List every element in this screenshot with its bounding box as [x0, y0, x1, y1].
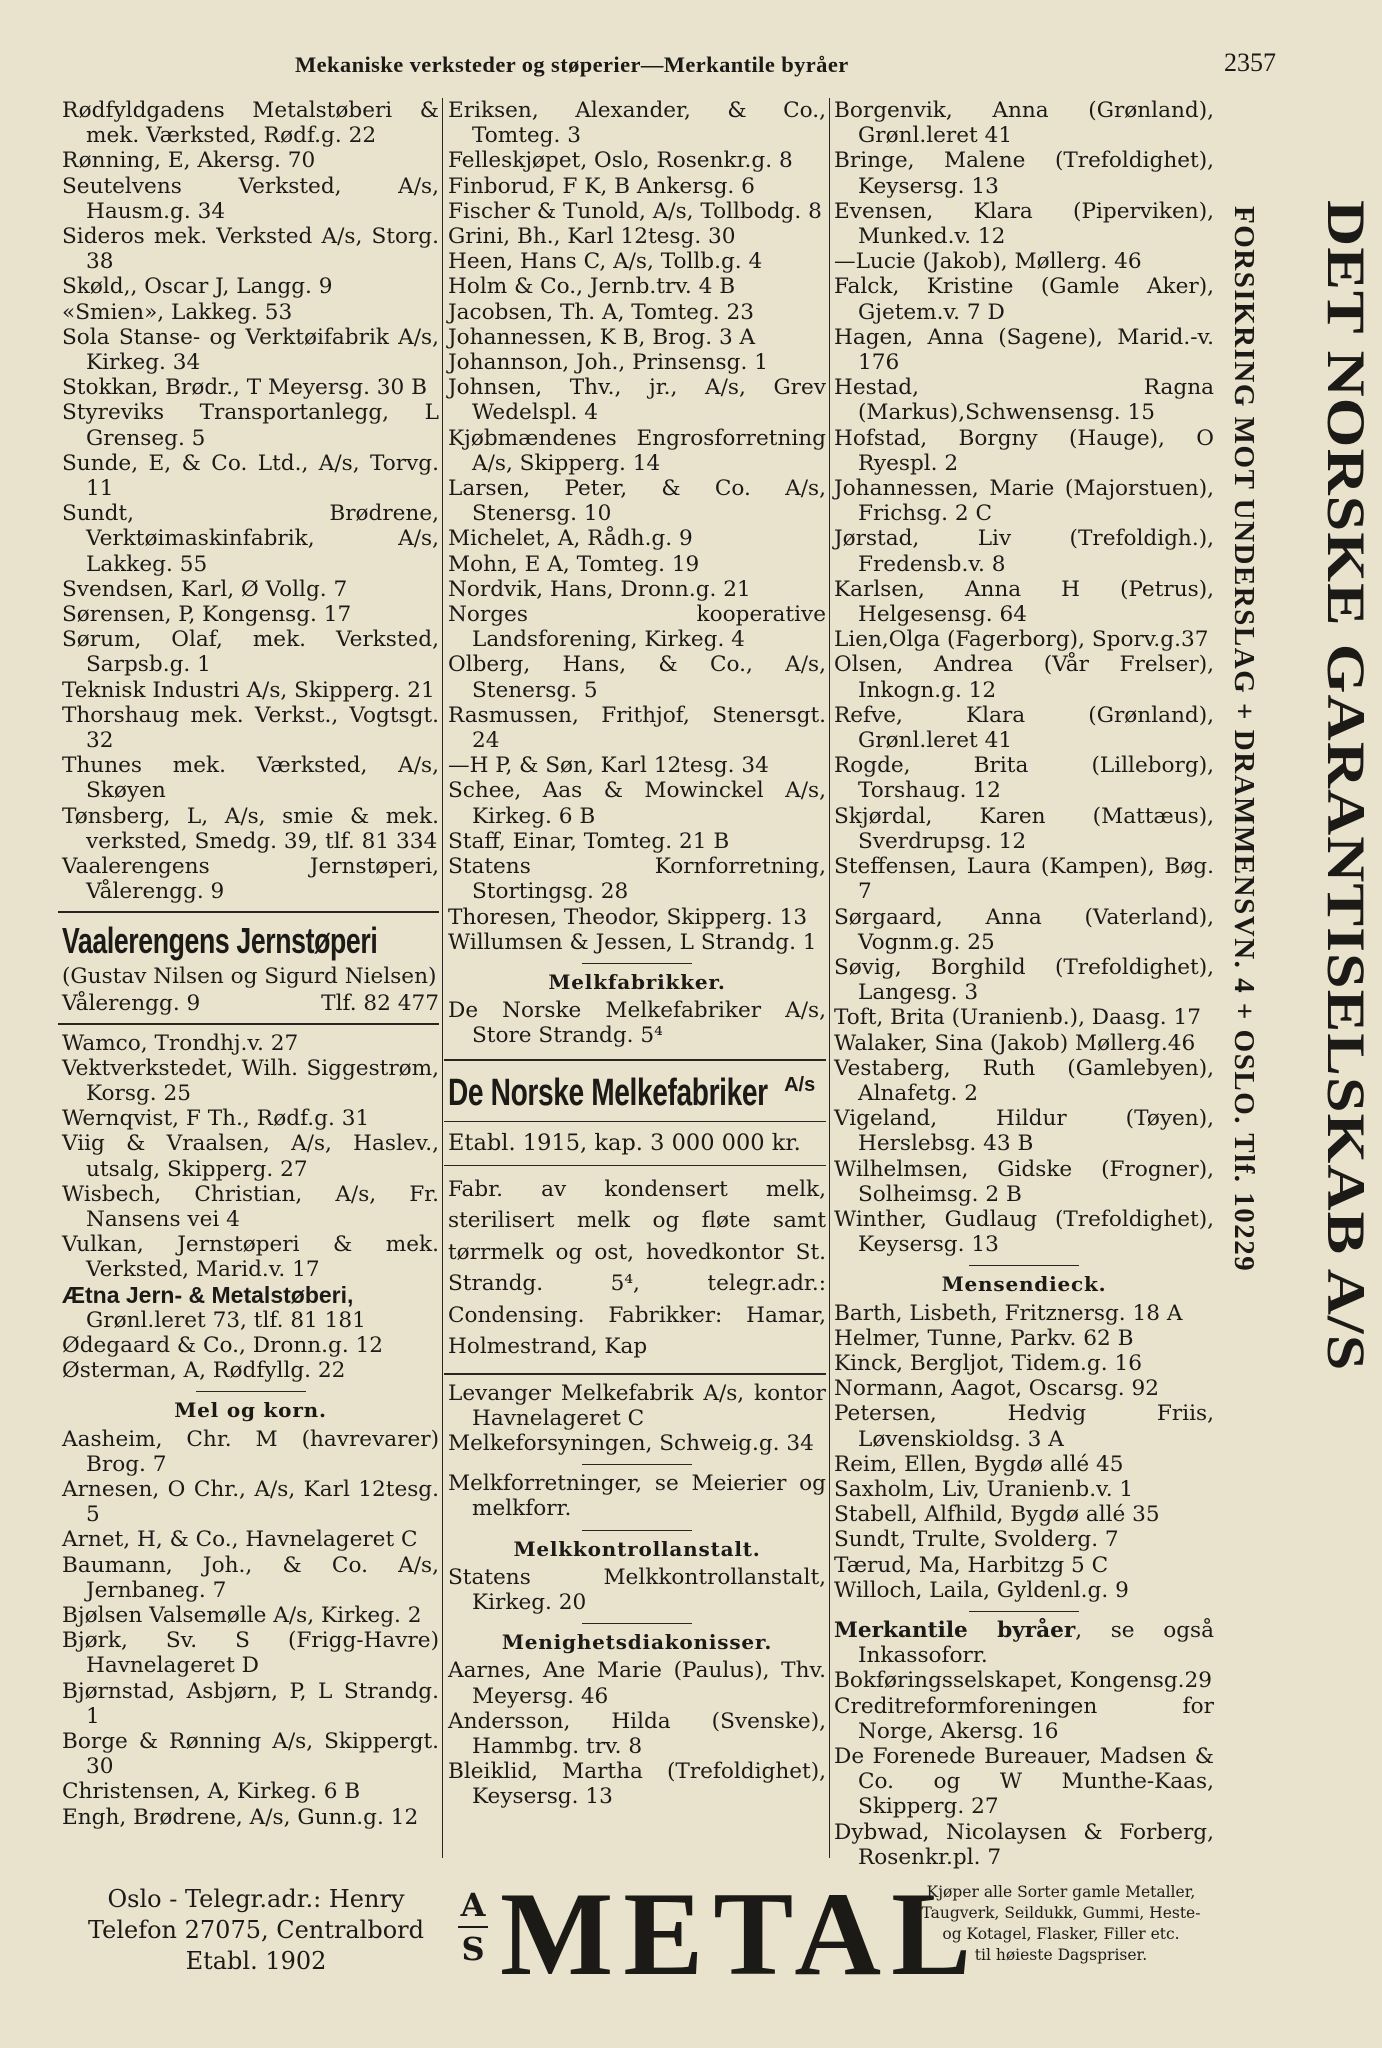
- bottom-ad-description: [896, 1882, 1226, 1966]
- directory-entry: Vektverkstedet, Wilh. Siggestrøm, Korsg. 25: [62, 1055, 439, 1106]
- page-header: [60, 48, 1276, 92]
- vertical-ad-title: DET NORSKE GARANTISELSKAB A/S: [1316, 200, 1377, 1372]
- directory-entry: Steffensen, Laura (Kampen), Bøg. 7: [834, 854, 1214, 905]
- directory-entry: Wisbech, Christian, A/s, Fr. Nansens vei 4: [62, 1181, 439, 1232]
- directory-entry: Aasheim, Chr. M (havrevarer) Brog. 7: [62, 1426, 439, 1477]
- directory-entry: Olsen, Andrea (Vår Frelser), Inkogn.g. 12: [834, 652, 1214, 703]
- as-top: A: [460, 1886, 486, 1924]
- directory-entry: Levanger Melkefabrik A/s, kontor Havnelageret C: [448, 1380, 826, 1431]
- directory-entry: Svendsen, Karl, Ø Vollg. 7: [62, 576, 348, 602]
- directory-entry: Johnsen, Thv., jr., A/s, Grev Wedelspl. 4: [448, 375, 826, 426]
- contact-line: Telefon 27075, Centralbord: [87, 1916, 425, 1944]
- directory-entry: Saxholm, Liv, Uranienb.v. 1: [834, 1476, 1134, 1502]
- divider: [582, 1464, 692, 1465]
- directory-entry: Vigeland, Hildur (Tøyen), Herslebsg. 43 B: [834, 1106, 1214, 1157]
- directory-entry: Reim, Ellen, Bygdø allé 45: [834, 1451, 1124, 1477]
- directory-entry: Engh, Brødrene, A/s, Gunn.g. 12: [62, 1804, 419, 1830]
- section-heading-melkkontroll: Melkkontrollanstalt.: [513, 1536, 761, 1561]
- directory-entry: Jacobsen, Th. A, Tomteg. 23: [448, 299, 754, 325]
- column-2: [448, 98, 826, 1810]
- melkefabriker-ad: [448, 1067, 826, 1363]
- entry-list: [62, 1427, 439, 1830]
- running-head-title: Mekaniske verksteder og støperier—Merkantile byråer: [295, 52, 849, 77]
- directory-entry: Sørum, Olaf, mek. Verksted, Sarpsb.g. 1: [62, 627, 439, 678]
- directory-entry: Willoch, Laila, Gyldenl.g. 9: [834, 1577, 1129, 1603]
- description-line: Taugverk, Seildukk, Gummi, Heste-: [921, 1904, 1201, 1922]
- directory-entry: Sørgaard, Anna (Vaterland), Vognm.g. 25: [834, 904, 1214, 955]
- crossref-text: Melkforretninger, se Meierier og melkforr.: [448, 1471, 826, 1522]
- divider: [58, 911, 439, 913]
- directory-entry: Refve, Klara (Grønland), Grønl.leret 41: [834, 702, 1214, 754]
- merkantile-heading-row: [834, 1618, 1214, 1668]
- directory-entry: Tønsberg, L, A/s, smie & mek. verksted, Smedg. 39, tlf. 81 334: [62, 803, 439, 854]
- entry-list: [834, 1668, 1214, 1870]
- vertical-ad-subtitle: FORSIKRING MOT UNDERSLAG + DRAMMENSVN. 4 + OSLO. Tlf. 10229: [1228, 206, 1260, 1273]
- directory-entry: Tærud, Ma, Harbitzg 5 C: [834, 1552, 1109, 1578]
- bottom-ad-contact: [76, 1884, 436, 1977]
- directory-entry: Vulkan, Jernstøperi & mek. Verksted, Marid.v. 17: [62, 1232, 439, 1283]
- directory-entry: Fischer & Tunold, A/s, Tollbodg. 8: [448, 198, 822, 224]
- directory-entry: Thunes mek. Værksted, A/s, Skøyen: [62, 753, 439, 804]
- description-line: Kjøper alle Sorter gamle Metaller,: [926, 1883, 1196, 1901]
- directory-entry: Bjørk, Sv. S (Frigg-Havre) Havnelageret D: [62, 1628, 439, 1679]
- directory-entry: Jørstad, Liv (Trefoldigh.), Fredensb.v. 8: [834, 526, 1214, 577]
- ad-title-row: [448, 1067, 826, 1119]
- contact-line: Oslo - Telegr.adr.: Henry: [107, 1885, 405, 1913]
- directory-entry: Arnet, H, & Co., Havnelageret C: [62, 1527, 418, 1553]
- directory-entry: Sola Stanse- og Verktøifabrik A/s, Kirkeg. 34: [62, 324, 439, 376]
- aetna-address: Grønl.leret 73, tlf. 81 181: [86, 1307, 366, 1333]
- section-heading-mel: Mel og korn.: [174, 1398, 327, 1423]
- directory-entry: De Forenede Bureauer, Madsen & Co. og W Munthe-Kaas, Skipperg. 27: [834, 1744, 1214, 1820]
- directory-entry: Melkeforsyningen, Schweig.g. 34: [448, 1430, 814, 1456]
- directory-entry: Larsen, Peter, & Co. A/s, Stenersg. 10: [448, 476, 826, 527]
- directory-entry: Wernqvist, F Th., Rødf.g. 31: [62, 1106, 370, 1132]
- directory-entry: Sundt, Brødrene, Verktøimaskinfabrik, A/s, Lakkeg. 55: [62, 501, 439, 577]
- directory-entry: Johannessen, Marie (Majorstuen), Frichsg. 2 C: [834, 476, 1214, 527]
- aetna-name: Ætna Jern- & Metalstøberi,: [62, 1281, 354, 1308]
- directory-entry: Felleskjøpet, Oslo, Rosenkr.g. 8: [448, 148, 793, 174]
- directory-entry: Borgenvik, Anna (Grønland), Grønl.leret 41: [834, 98, 1214, 149]
- divider: [444, 1373, 826, 1375]
- ad-title-suffix: A/s: [784, 1073, 816, 1096]
- directory-entry: Rasmussen, Frithjof, Stenersgt. 24: [448, 702, 826, 754]
- directory-entry: Dybwad, Nicolaysen & Forberg, Rosenkr.pl. 7: [834, 1819, 1214, 1870]
- directory-entry: Olberg, Hans, & Co., A/s, Stenersg. 5: [448, 652, 826, 703]
- directory-entry: Teknisk Industri A/s, Skipperg. 21: [62, 677, 435, 703]
- directory-entry: Grini, Bh., Karl 12tesg. 30: [448, 224, 736, 250]
- divider: [582, 1623, 692, 1624]
- section-heading-merkantile: Merkantile byråer: [834, 1617, 1076, 1643]
- vaalerengen-ad: [62, 919, 439, 1017]
- directory-entry: Sideros mek. Verksted A/s, Storg. 38: [62, 224, 439, 275]
- divider: [196, 1391, 306, 1392]
- directory-entry: Seutelvens Verksted, A/s, Hausm.g. 34: [62, 173, 439, 224]
- merkantile-crossref: , se også Inkassoforr.: [858, 1617, 1214, 1669]
- directory-entry: Thorshaug mek. Verkst., Vogtsgt. 32: [62, 702, 439, 754]
- directory-entry: Borge & Rønning A/s, Skippergt. 30: [62, 1728, 439, 1780]
- directory-entry: Østerman, A, Rødfyllg. 22: [62, 1358, 346, 1384]
- directory-entry: Søvig, Borghild (Trefoldighet), Langesg. 3: [834, 954, 1214, 1006]
- directory-entry: —H P, & Søn, Karl 12tesg. 34: [448, 753, 769, 779]
- section-heading-melkfabrikker: Melkfabrikker.: [548, 969, 726, 994]
- directory-entry: Helmer, Tunne, Parkv. 62 B: [834, 1325, 1134, 1351]
- directory-entry: De Norske Melkefabriker A/s, Store Strandg. 5⁴: [448, 998, 826, 1049]
- directory-entry: —Lucie (Jakob), Møllerg. 46: [834, 249, 1142, 275]
- divider: [444, 1165, 826, 1166]
- directory-entry: Bringe, Malene (Trefoldighet), Keysersg. 13: [834, 148, 1214, 199]
- ad-address: Vålerengg. 9: [62, 990, 201, 1016]
- directory-entry: Skøld,, Oscar J, Langg. 9: [62, 274, 333, 300]
- directory-entry: Finborud, F K, B Ankersg. 6: [448, 173, 755, 199]
- ad-title: De Norske Melkefabriker: [448, 1071, 768, 1114]
- directory-entry: Barth, Lisbeth, Fritznersg. 18 A: [834, 1300, 1183, 1326]
- as-bottom: S: [461, 1930, 485, 1968]
- directory-entry: Karlsen, Anna H (Petrus), Helgesensg. 64: [834, 576, 1214, 628]
- directory-entry: Viig & Vraalsen, A/s, Haslev., utsalg, Skipperg. 27: [62, 1131, 439, 1182]
- directory-entry: Toft, Brita (Uranienb.), Daasg. 17: [834, 1005, 1201, 1031]
- directory-entry: Skjørdal, Karen (Mattæus), Sverdrupsg. 12: [834, 803, 1214, 854]
- directory-entry: Stokkan, Brødr., T Meyersg. 30 B: [62, 375, 428, 401]
- directory-entry: Hofstad, Borgny (Hauge), O Ryespl. 2: [834, 425, 1214, 476]
- as-mark: [458, 1886, 488, 1968]
- directory-entry: Baumann, Joh., & Co. A/s, Jernbaneg. 7: [62, 1552, 439, 1603]
- directory-entry: Statens Kornforretning, Stortingsg. 28: [448, 854, 826, 905]
- divider: [969, 1611, 1079, 1612]
- directory-entry: Heen, Hans C, A/s, Tollb.g. 4: [448, 249, 763, 275]
- directory-entry: Vaalerengens Jernstøperi, Vålerengg. 9: [62, 854, 439, 905]
- entry-list: [62, 98, 439, 905]
- ad-body: Fabr. av kondensert melk, sterilisert melk og fløte samt tørrmelk og ost, hovedkontor St. Strandg. 5⁴, telegr.adr.: Condensing. Fabrikker: Hamar, Holmestrand, Kap: [448, 1176, 826, 1360]
- divider: [969, 1265, 1079, 1266]
- description-line: til høieste Dagspriser.: [974, 1946, 1148, 1964]
- description-line: og Kotagel, Flasker, Filler etc.: [942, 1925, 1180, 1943]
- directory-entry: Rogde, Brita (Lilleborg), Torshaug. 12: [834, 753, 1214, 804]
- directory-entry: Kinck, Bergljot, Tidem.g. 16: [834, 1350, 1142, 1376]
- entry-list: [448, 1658, 826, 1809]
- directory-entry: Andersson, Hilda (Svenske), Hammbg. trv. 8: [448, 1708, 826, 1759]
- directory-entry: Mohn, E A, Tomteg. 19: [448, 551, 700, 577]
- melkforretninger-crossref: [448, 1471, 826, 1521]
- section-heading-menighet: Menighetsdiakonisser.: [501, 1630, 773, 1655]
- directory-entry: Sørensen, P, Kongensg. 17: [62, 602, 352, 628]
- divider: [444, 1121, 826, 1122]
- column-rule: [829, 98, 830, 1858]
- directory-entry: Johannessen, K B, Brog. 3 A: [448, 324, 756, 350]
- directory-entry: Bleiklid, Martha (Trefoldighet), Keysersg. 13: [448, 1759, 826, 1810]
- directory-entry: Bokføringsselskapet, Kongensg.29: [834, 1668, 1213, 1694]
- column-3: [834, 98, 1214, 1870]
- directory-entry: Michelet, A, Rådh.g. 9: [448, 526, 693, 552]
- ad-phone: Tlf. 82 477: [321, 990, 439, 1016]
- directory-entry: Christensen, A, Kirkeg. 6 B: [62, 1779, 361, 1805]
- metal-bottom-ad: [58, 1868, 1218, 2008]
- directory-entry: Johannson, Joh., Prinsensg. 1: [448, 350, 768, 376]
- directory-entry: Norges kooperative Landsforening, Kirkeg. 4: [448, 602, 826, 653]
- entry-list: [448, 1381, 826, 1457]
- entry-list: [62, 1333, 439, 1383]
- as-bar: [458, 1926, 488, 1928]
- directory-entry: Willumsen & Jessen, L Strandg. 1: [448, 929, 817, 955]
- garantiselskab-vertical-ad: [1218, 200, 1377, 1850]
- directory-entry: Aarnes, Ane Marie (Paulus), Thv. Meyersg. 46: [448, 1658, 826, 1709]
- directory-entry: Lien,Olga (Fagerborg), Sporv.g.37: [834, 627, 1209, 653]
- directory-entry: Winther, Gudlaug (Trefoldighet), Keysersg. 13: [834, 1206, 1214, 1258]
- directory-entry: Rønning, E, Akersg. 70: [62, 148, 316, 174]
- entry-list: [448, 98, 826, 955]
- divider: [582, 963, 692, 964]
- directory-entry: Vestaberg, Ruth (Gamlebyen), Alnafetg. 2: [834, 1055, 1214, 1106]
- entry-list: [834, 98, 1214, 1257]
- entry-list: [448, 1565, 826, 1615]
- directory-entry: Ødegaard & Co., Dronn.g. 12: [62, 1332, 384, 1358]
- directory-entry: Sundt, Trulte, Svolderg. 7: [834, 1527, 1119, 1553]
- column-rule: [442, 98, 443, 1858]
- directory-entry: Bjørnstad, Asbjørn, P, L Strandg. 1: [62, 1678, 439, 1729]
- directory-entry: Creditreformforeningen for Norge, Akersg. 16: [834, 1693, 1214, 1744]
- directory-entry: Thoresen, Theodor, Skipperg. 13: [448, 904, 808, 930]
- ad-title: Vaalerengens Jernstøperi: [62, 919, 378, 961]
- directory-entry: «Smien», Lakkeg. 53: [62, 299, 293, 325]
- directory-entry: Walaker, Sina (Jakob) Møllerg.46: [834, 1030, 1196, 1056]
- directory-entry: Evensen, Klara (Piperviken), Munked.v. 12: [834, 198, 1214, 250]
- entry-list: [448, 998, 826, 1048]
- directory-entry: Arnesen, O Chr., A/s, Karl 12tesg. 5: [62, 1476, 439, 1528]
- directory-entry: Hestad, Ragna (Markus),Schwensensg. 15: [834, 375, 1214, 426]
- directory-entry: Eriksen, Alexander, & Co., Tomteg. 3: [448, 98, 826, 149]
- section-heading-mensendieck: Mensendieck.: [941, 1272, 1107, 1297]
- divider: [58, 1023, 439, 1025]
- directory-entry: Normann, Aagot, Oscarsg. 92: [834, 1376, 1159, 1402]
- directory-entry: Kjøbmændenes Engrosforretning A/s, Skipperg. 14: [448, 425, 826, 476]
- directory-entry: Nordvik, Hans, Dronn.g. 21: [448, 576, 751, 602]
- ad-subtitle: (Gustav Nilsen og Sigurd Nielsen): [62, 963, 437, 989]
- directory-entry: Staff, Einar, Tomteg. 21 B: [448, 828, 730, 854]
- contact-line: Etabl. 1902: [185, 1947, 327, 1975]
- directory-entry: Bjølsen Valsemølle A/s, Kirkeg. 2: [62, 1602, 422, 1628]
- directory-entry: Sunde, E, & Co. Ltd., A/s, Torvg. 11: [62, 450, 439, 502]
- directory-entry: Statens Melkkontrollanstalt, Kirkeg. 20: [448, 1564, 826, 1615]
- divider: [582, 1530, 692, 1531]
- directory-entry: Hagen, Anna (Sagene), Marid.-v. 176: [834, 324, 1214, 376]
- directory-entry: Stabell, Alfhild, Bygdø allé 35: [834, 1502, 1160, 1528]
- entry-list: [62, 1031, 439, 1283]
- ad-established: Etabl. 1915, kap. 3 000 000 kr.: [448, 1129, 801, 1156]
- directory-entry: Petersen, Hedvig Friis, Løvenskioldsg. 3 A: [834, 1401, 1214, 1452]
- directory-entry: Falck, Kristine (Gamle Aker), Gjetem.v. 7 D: [834, 274, 1214, 325]
- directory-entry: Holm & Co., Jernb.trv. 4 B: [448, 274, 736, 300]
- entry-list: [834, 1301, 1214, 1603]
- column-1: [62, 98, 439, 1830]
- directory-entry: Styreviks Transportanlegg, L Grenseg. 5: [62, 400, 439, 451]
- directory-entry: Rødfyldgadens Metalstøberi & mek. Værksted, Rødf.g. 22: [62, 98, 439, 149]
- page-number: 2357: [1224, 48, 1276, 77]
- directory-entry: Schee, Aas & Mowinckel A/s, Kirkeg. 6 B: [448, 778, 826, 829]
- directory-entry: Wamco, Trondhj.v. 27: [62, 1030, 299, 1056]
- directory-entry: Wilhelmsen, Gidske (Frogner), Solheimsg. 2 B: [834, 1156, 1214, 1207]
- metal-brand: METAL: [500, 1867, 982, 2000]
- divider: [444, 1059, 826, 1061]
